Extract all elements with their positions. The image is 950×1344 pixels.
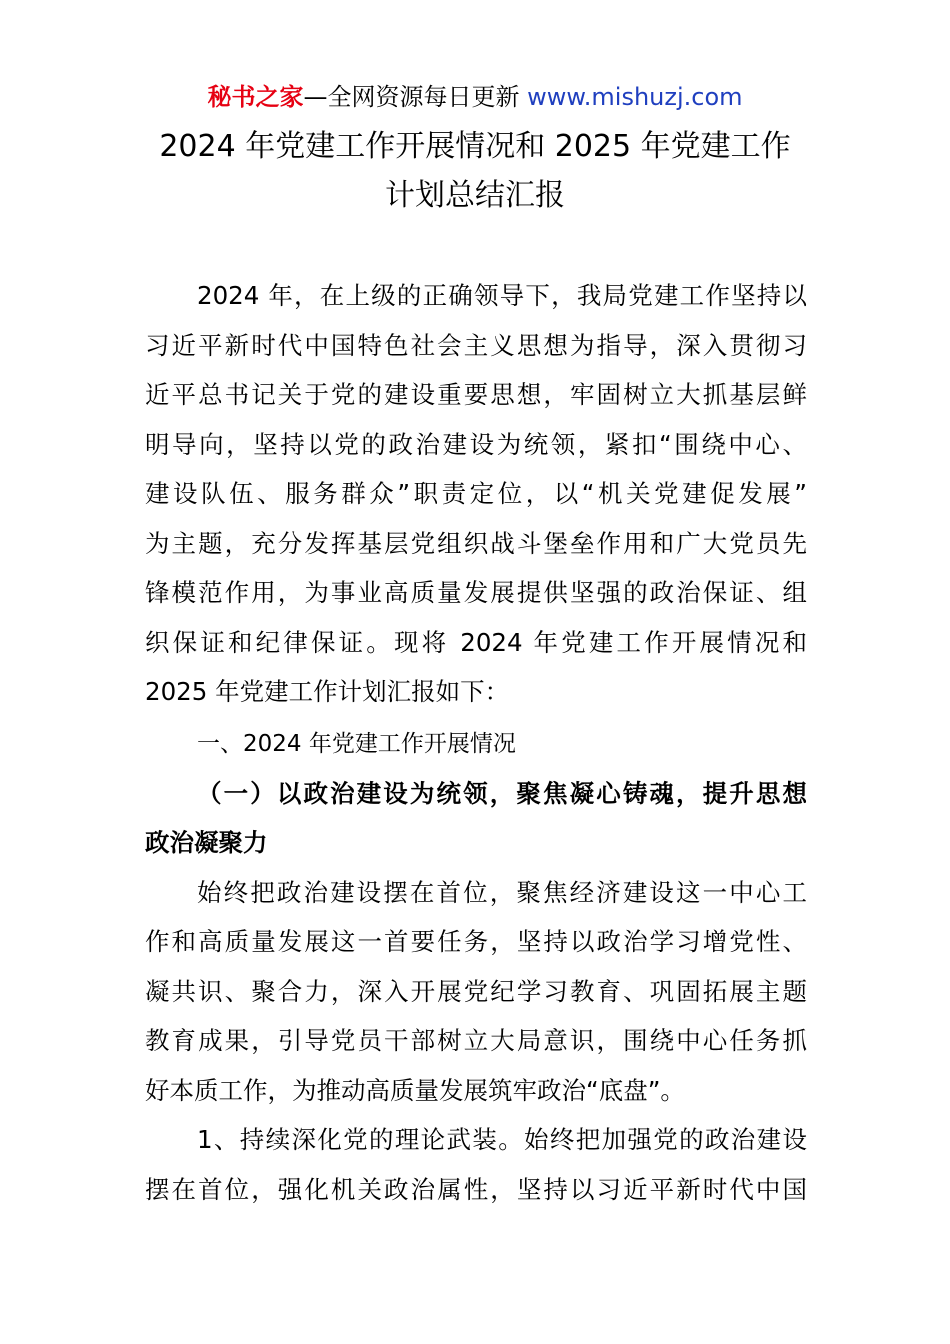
brand-name: 秘书之家: [207, 83, 304, 111]
paragraph-line: 习近平新时代中国特色社会主义思想为指导，深入贯彻习: [145, 331, 807, 360]
paragraph-line: 好本质工作，为推动高质量发展筑牢政治“底盘”。: [145, 1076, 685, 1105]
paragraph-line: 凝共识、聚合力，深入开展党纪学习教育、巩固拓展主题: [145, 977, 807, 1006]
paragraph-line: 锋模范作用，为事业高质量发展提供坚强的政治保证、组: [145, 578, 807, 607]
document-title-line-1: 2024 年党建工作开展情况和 2025 年党建工作: [159, 129, 791, 164]
paragraph-line: 建设队伍、服务群众”职责定位，以“机关党建促发展”: [145, 479, 807, 508]
paragraph-line: 2025 年党建工作计划汇报如下：: [145, 677, 510, 706]
paragraph-line: 明导向，坚持以党的政治建设为统领，紧扣“围绕中心、: [145, 430, 807, 459]
paragraph-line: 教育成果，引导党员干部树立大局意识，围绕中心任务抓: [145, 1026, 807, 1055]
subsection-heading: （一）以政治建设为统领，聚焦凝心铸魂，提升思想: [197, 779, 807, 808]
paragraph-line: 1、持续深化党的理论武装。始终把加强党的政治建设: [197, 1125, 807, 1154]
subsection-heading-cont: 政治凝聚力: [145, 828, 268, 857]
paragraph-line: 始终把政治建设摆在首位，聚焦经济建设这一中心工: [197, 878, 807, 907]
paragraph-line: 摆在首位，强化机关政治属性，坚持以习近平新时代中国: [145, 1175, 807, 1204]
section-heading: 一、2024 年党建工作开展情况: [197, 731, 516, 757]
document-title-line-2: 计划总结汇报: [385, 178, 565, 213]
watermark-header: [0, 80, 950, 114]
header-tagline: —全网资源每日更新: [303, 83, 520, 111]
paragraph-line: 为主题，充分发挥基层党组织战斗堡垒作用和广大党员先: [145, 529, 807, 558]
paragraph-line: 作和高质量发展这一首要任务，坚持以政治学习增党性、: [145, 927, 807, 956]
paragraph-line: 2024 年，在上级的正确领导下，我局党建工作坚持以: [197, 281, 807, 310]
paragraph-line: 近平总书记关于党的建设重要思想，牢固树立大抓基层鲜: [145, 380, 807, 409]
paragraph-line: 织保证和纪律保证。现将 2024 年党建工作开展情况和: [145, 628, 807, 657]
header-url[interactable]: www.mishuzj.com: [527, 83, 743, 111]
